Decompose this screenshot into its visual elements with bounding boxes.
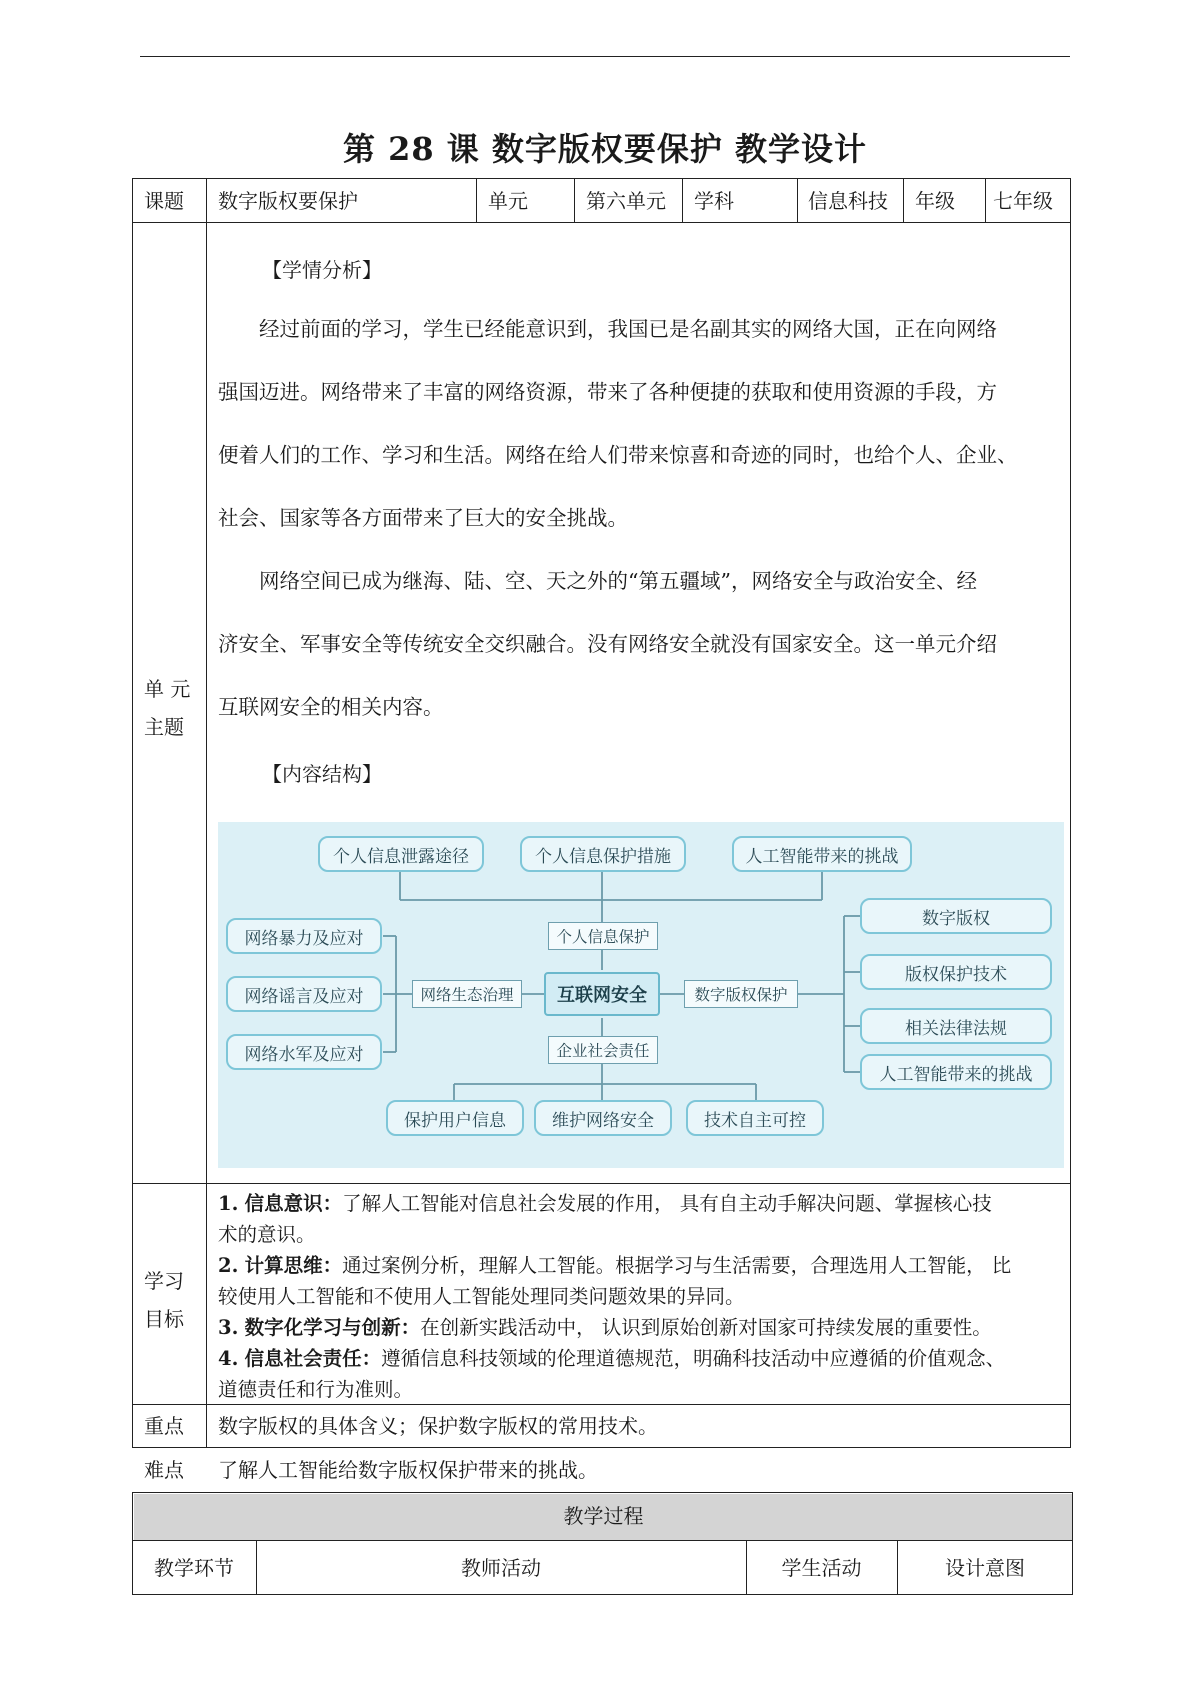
unit-value: 第六单元	[586, 189, 666, 213]
analysis-paragraph-2	[218, 550, 1066, 739]
diagram-node: 技术自主可控	[686, 1100, 824, 1136]
diagram-hub: 企业社会责任	[548, 1036, 658, 1064]
goals-label-line2: 目标	[144, 1307, 184, 1331]
diagram-node: 个人信息泄露途径	[318, 836, 484, 872]
unit-label: 单元	[488, 189, 528, 213]
col-divider	[797, 178, 798, 222]
unit-theme-label-line1: 单 元	[144, 677, 191, 701]
goal-text: 术的意识。	[218, 1223, 316, 1246]
difficulty-label: 难点	[144, 1458, 184, 1482]
row-divider	[132, 1447, 1071, 1448]
goal-item	[218, 1250, 1068, 1312]
goals-label-line1: 学习	[144, 1269, 184, 1293]
diagram-hub: 数字版权保护	[684, 980, 798, 1008]
page-title: 第 28 课 数字版权要保护 教学设计	[342, 130, 868, 168]
row-divider	[132, 1540, 1073, 1541]
row-divider	[132, 1183, 1071, 1184]
col-divider	[206, 178, 207, 1447]
col-divider	[476, 178, 477, 222]
key-point-value: 数字版权的具体含义；保护数字版权的常用技术。	[218, 1414, 658, 1438]
goal-text: 遵循信息科技领域的伦理道德规范，明确科技活动中应遵循的价值观念、	[381, 1347, 1006, 1370]
diagram-node: 相关法律法规	[860, 1008, 1052, 1044]
structure-heading: 【内容结构】	[262, 762, 382, 786]
goal-item	[218, 1188, 1068, 1250]
diagram-node: 人工智能带来的挑战	[860, 1054, 1052, 1090]
goal-num: 4.	[218, 1347, 239, 1370]
difficulty-value: 了解人工智能给数字版权保护带来的挑战。	[218, 1458, 598, 1482]
goal-text: 较使用人工智能和不使用人工智能处理同类问题效果的异同。	[218, 1285, 745, 1308]
diagram-node: 网络谣言及应对	[226, 976, 382, 1012]
topic-value: 数字版权要保护	[218, 189, 358, 213]
goal-key: 数字化学习与创新：	[244, 1316, 421, 1339]
goal-text: 在创新实践活动中， 认识到原始创新对国家可持续发展的重要性。	[420, 1316, 992, 1339]
goal-item	[218, 1343, 1068, 1405]
goal-text: 了解人工智能对信息社会发展的作用， 具有自主动手解决问题、掌握核心技	[342, 1192, 992, 1215]
paragraph-line: 网络空间已成为继海、陆、空、天之外的“第五疆域”，网络安全与政治安全、经	[259, 569, 977, 593]
subject-value: 信息科技	[808, 189, 888, 213]
content-structure-diagram	[218, 822, 1064, 1168]
goal-text: 道德责任和行为准则。	[218, 1378, 414, 1401]
goal-num: 3.	[218, 1316, 239, 1339]
goal-text: 通过案例分析，理解人工智能。根据学习与生活需要，合理选用人工智能， 比	[342, 1254, 1012, 1277]
subject-label: 学科	[694, 189, 734, 213]
diagram-node: 网络暴力及应对	[226, 918, 382, 954]
topic-label: 课题	[144, 189, 184, 213]
col-divider	[682, 178, 683, 222]
diagram-hub: 个人信息保护	[548, 922, 658, 950]
paragraph-line: 互联网安全的相关内容。	[218, 695, 444, 719]
unit-theme-label-line2: 主题	[144, 715, 184, 739]
goal-key: 信息意识：	[244, 1192, 343, 1215]
goal-item	[218, 1312, 1068, 1343]
process-col-stage: 教学环节	[154, 1556, 234, 1580]
col-divider	[903, 178, 904, 222]
goals-label	[144, 1262, 184, 1338]
diagram-node: 个人信息保护措施	[520, 836, 686, 872]
diagram-node: 版权保护技术	[860, 954, 1052, 990]
goal-key: 信息社会责任：	[244, 1347, 382, 1370]
diagram-hub: 网络生态治理	[412, 980, 522, 1008]
goals-list	[218, 1188, 1068, 1405]
paragraph-line: 便着人们的工作、学习和生活。网络在给人们带来惊喜和奇迹的同时，也给个人、企业、	[218, 443, 1018, 467]
header-rule	[140, 56, 1070, 57]
process-heading: 教学过程	[563, 1504, 644, 1528]
diagram-center-node: 互联网安全	[544, 972, 660, 1016]
diagram-node: 网络水军及应对	[226, 1034, 382, 1070]
row-divider	[132, 222, 1071, 223]
analysis-heading: 【学情分析】	[262, 258, 382, 282]
paragraph-line: 济安全、军事安全等传统安全交织融合。没有网络安全就没有国家安全。这一单元介绍	[218, 632, 997, 656]
paragraph-line: 经过前面的学习，学生已经能意识到，我国已是名副其实的网络大国，正在向网络	[259, 317, 997, 341]
unit-theme-label	[144, 670, 190, 746]
diagram-node: 人工智能带来的挑战	[732, 836, 912, 872]
goal-num: 1.	[218, 1192, 239, 1215]
analysis-paragraph-1	[218, 298, 1066, 550]
diagram-node: 维护网络安全	[534, 1100, 672, 1136]
goal-key: 计算思维：	[244, 1254, 343, 1277]
paragraph-line: 强国迈进。网络带来了丰富的网络资源，带来了各种便捷的获取和使用资源的手段，方	[218, 380, 997, 404]
col-divider	[985, 178, 986, 222]
process-col-student: 学生活动	[781, 1556, 862, 1580]
process-col-teacher: 教师活动	[461, 1556, 541, 1580]
key-point-label: 重点	[144, 1414, 184, 1438]
grade-value: 七年级	[993, 189, 1053, 213]
grade-label: 年级	[915, 189, 955, 213]
paragraph-line: 社会、国家等各方面带来了巨大的安全挑战。	[218, 506, 628, 530]
diagram-node: 数字版权	[860, 898, 1052, 934]
diagram-node: 保护用户信息	[386, 1100, 524, 1136]
process-col-intent: 设计意图	[945, 1556, 1025, 1580]
col-divider	[574, 178, 575, 222]
goal-num: 2.	[218, 1254, 239, 1277]
